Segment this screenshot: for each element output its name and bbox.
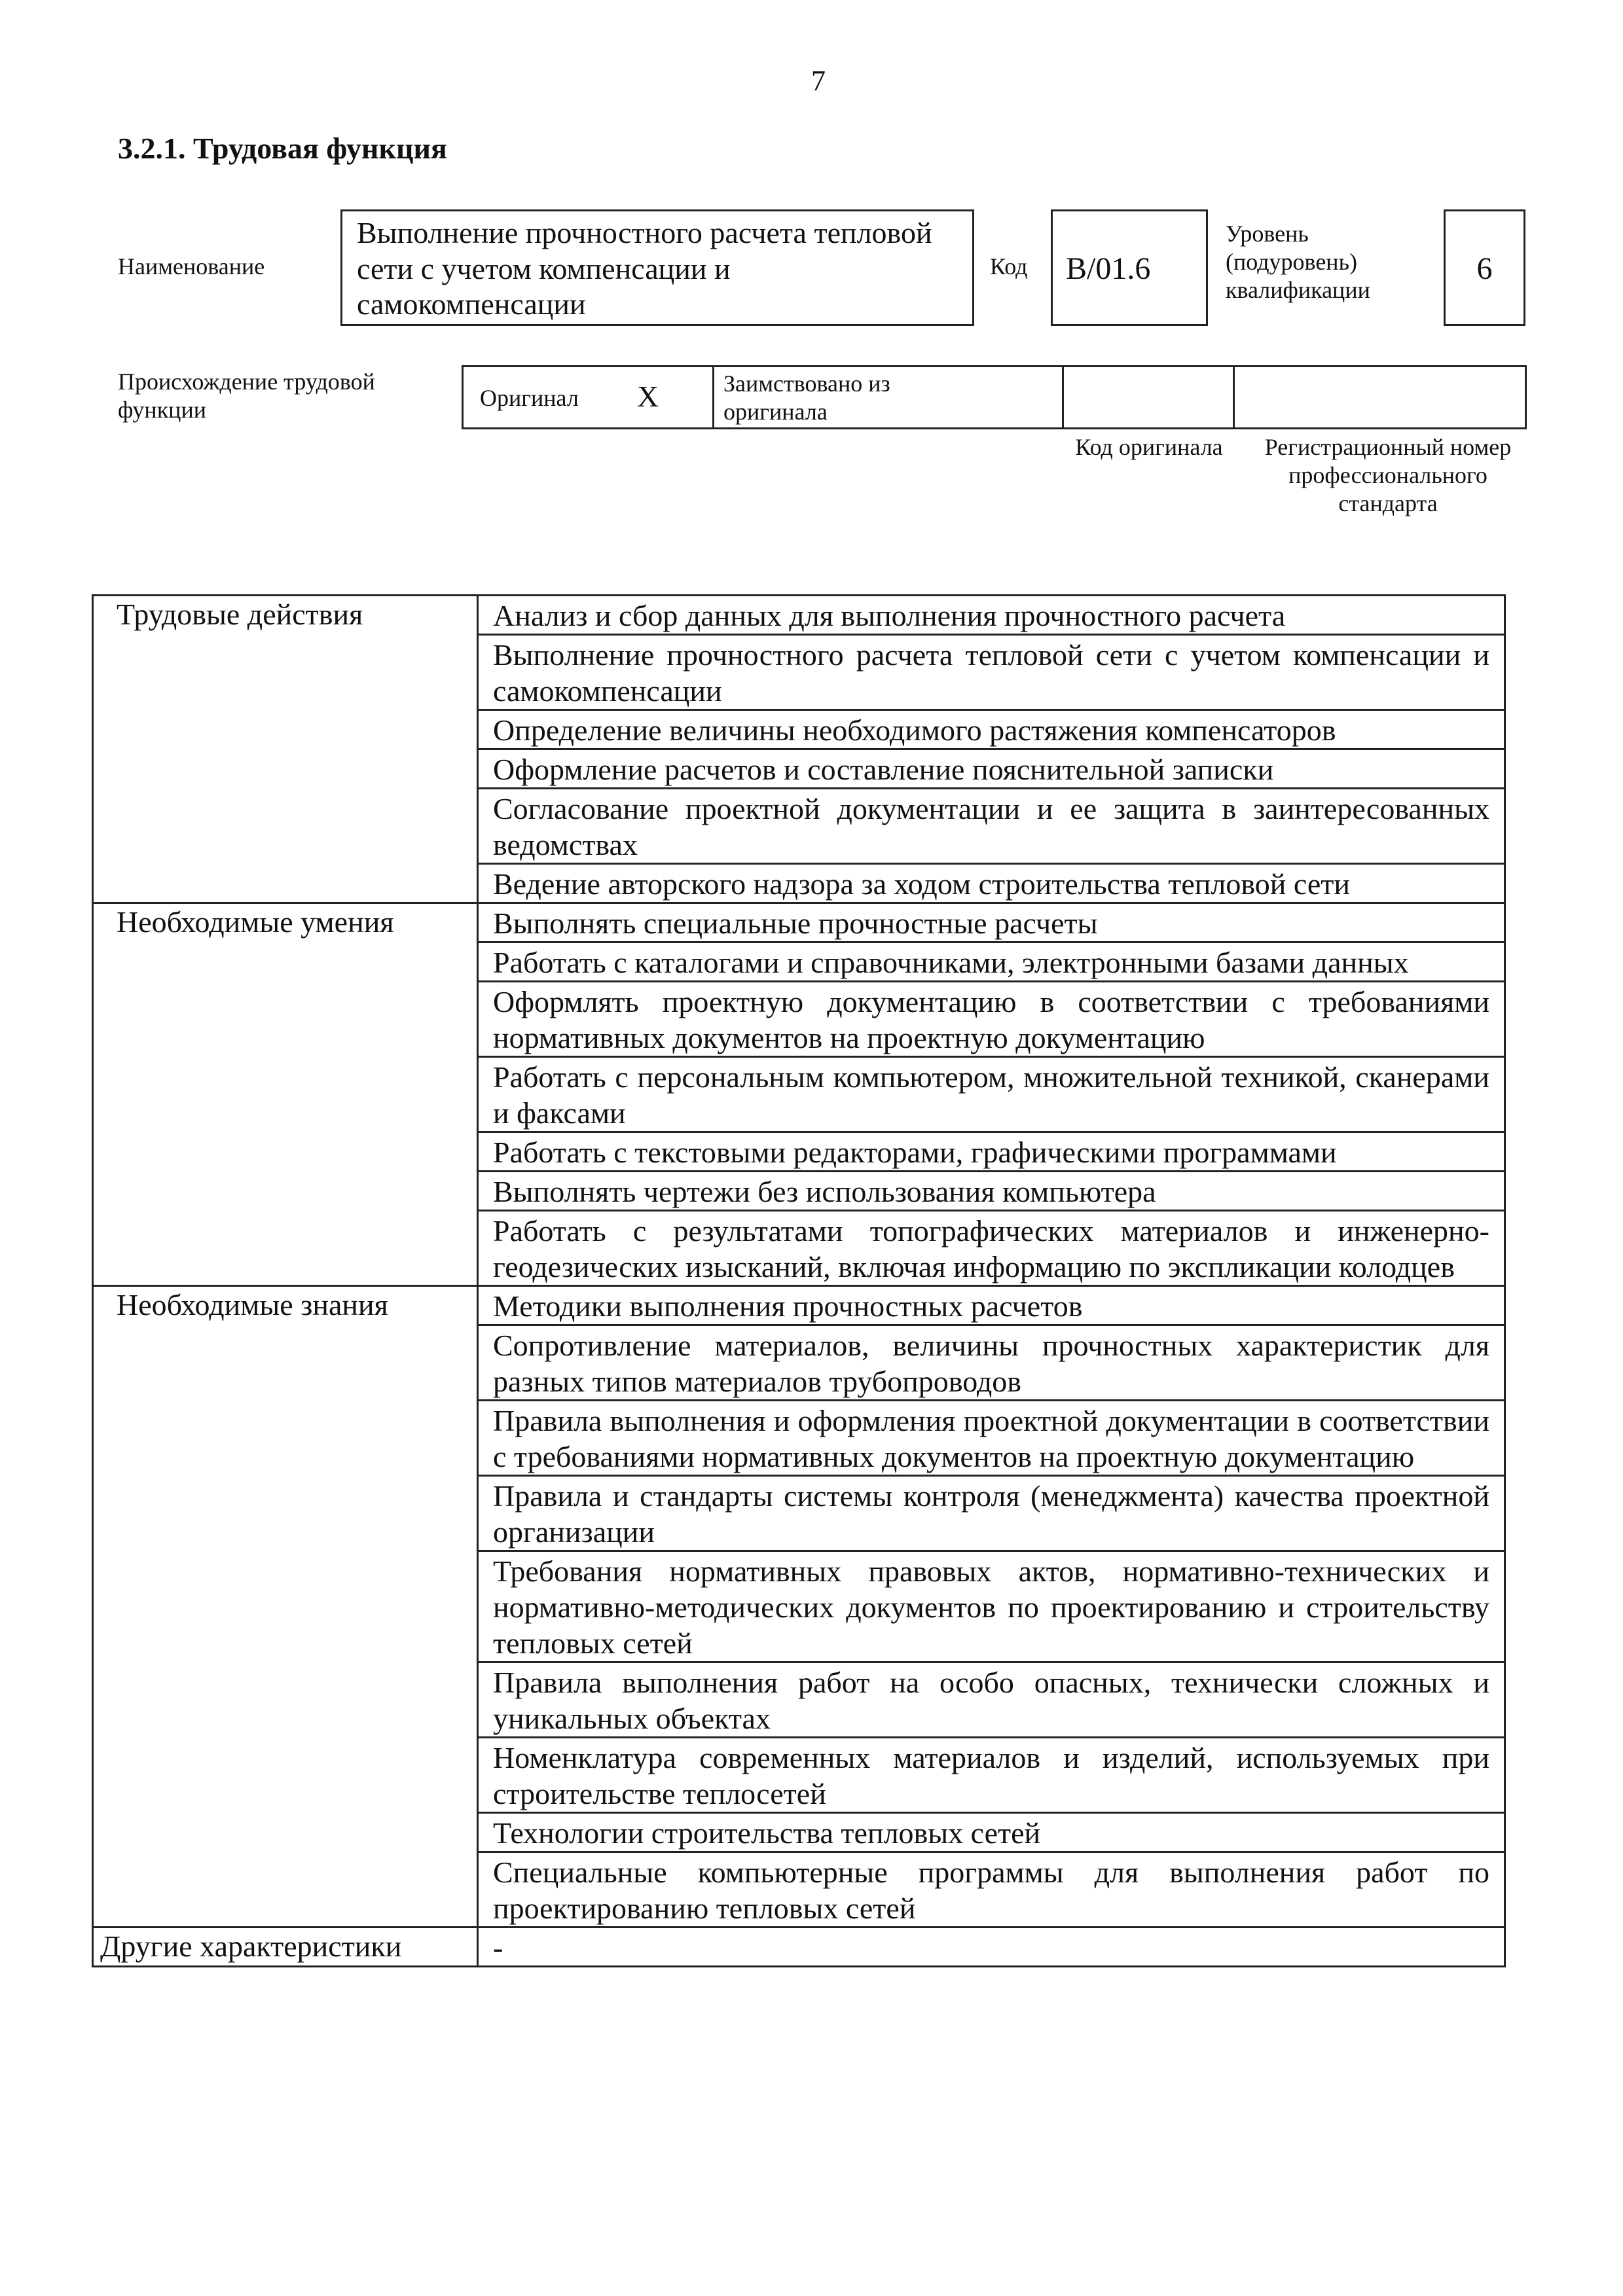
code-original-caption: Код оригинала — [1075, 434, 1223, 460]
divider — [1062, 367, 1064, 427]
other-value: - — [478, 1928, 1505, 1967]
list-item: Определение величины необходимого растяжения компенсаторов — [478, 710, 1505, 749]
section-heading: 3.2.1. Трудовая функция — [118, 132, 447, 165]
list-item: Методики выполнения прочностных расчетов — [478, 1286, 1505, 1325]
function-table — [92, 594, 1506, 1967]
category-other: Другие характеристики — [93, 1928, 478, 1967]
list-item: Сопротивление материалов, величины прочностных характеристик для разных типов материалов трубопроводов — [478, 1325, 1505, 1401]
code-value: В/01.6 — [1066, 251, 1151, 286]
category-required-knowledge: Необходимые знания — [93, 1286, 478, 1928]
list-item: Выполнять чертежи без использования компьютера — [478, 1172, 1505, 1211]
level-value: 6 — [1476, 251, 1493, 286]
level-label: Уровень (подуровень) квалификации — [1226, 221, 1370, 304]
category-labor-actions: Трудовые действия — [93, 596, 478, 903]
table-row — [93, 596, 1505, 635]
list-item: Оформлять проектную документацию в соответствии с требованиями нормативных документов на проектную документацию — [478, 982, 1505, 1057]
list-item: Технологии строительства тепловых сетей — [478, 1813, 1505, 1852]
list-item: Работать с результатами топографических материалов и инженерно-геодезических изысканий, включая информацию по экспликации колодцев — [478, 1211, 1505, 1286]
list-item: Согласование проектной документации и ее защита в заинтересованных ведомствах — [478, 789, 1505, 864]
code-label: Код — [990, 253, 1028, 279]
code-box — [1051, 209, 1208, 326]
origin-box — [462, 365, 1527, 429]
divider — [712, 367, 714, 427]
list-item: Выполнение прочностного расчета тепловой сети с учетом компенсации и самокомпенсации — [478, 635, 1505, 710]
table-row — [93, 1928, 1505, 1967]
list-item: Специальные компьютерные программы для выполнения работ по проектированию тепловых сетей — [478, 1852, 1505, 1928]
list-item: Анализ и сбор данных для выполнения прочностного расчета — [478, 596, 1505, 635]
origin-label: Происхождение трудовой функции — [118, 368, 375, 423]
function-name-box — [340, 209, 974, 326]
table-row — [93, 1286, 1505, 1325]
function-name-value: Выполнение прочностного расчета тепловой сети с учетом компенсации и самокомпенсации — [357, 216, 932, 321]
list-item: Оформление расчетов и составление пояснительной записки — [478, 749, 1505, 789]
borrowed-label: Заимствовано из оригинала — [723, 370, 890, 425]
list-item: Работать с каталогами и справочниками, электронными базами данных — [478, 942, 1505, 982]
list-item: Правила и стандарты системы контроля (менеджмента) качества проектной организации — [478, 1476, 1505, 1551]
list-item: Номенклатура современных материалов и изделий, используемых при строительстве теплосетей — [478, 1738, 1505, 1813]
table-row — [93, 903, 1505, 942]
list-item: Правила выполнения работ на особо опасных, технически сложных и уникальных объектах — [478, 1662, 1505, 1738]
original-mark: X — [637, 380, 659, 413]
list-item: Работать с текстовыми редакторами, графическими программами — [478, 1132, 1505, 1172]
list-item: Работать с персональным компьютером, множительной техникой, сканерами и факсами — [478, 1057, 1505, 1132]
list-item: Правила выполнения и оформления проектной документации в соответствии с требованиями нормативных документов на проектную документацию — [478, 1401, 1505, 1476]
list-item: Требования нормативных правовых актов, нормативно-технических и нормативно-методических документов по проектированию и строительству тепловых сетей — [478, 1551, 1505, 1662]
list-item: Ведение авторского надзора за ходом строительства тепловой сети — [478, 864, 1505, 903]
page-number: 7 — [811, 65, 826, 97]
list-item: Выполнять специальные прочностные расчеты — [478, 903, 1505, 942]
divider — [1233, 367, 1235, 427]
category-required-skills: Необходимые умения — [93, 903, 478, 1286]
reg-number-caption: Регистрационный номер профессионального стандарта — [1264, 434, 1512, 517]
level-box — [1444, 209, 1525, 326]
name-label: Наименование — [118, 253, 265, 279]
original-label: Оригинал — [480, 385, 579, 411]
